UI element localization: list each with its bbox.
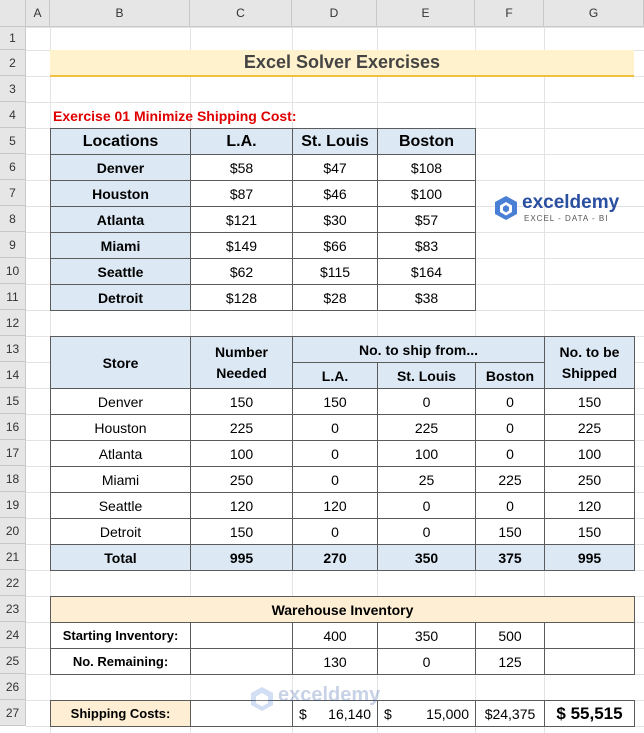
remaining-value[interactable]: 130 xyxy=(292,648,378,675)
cost-table-value[interactable]: $115 xyxy=(292,258,378,285)
row-header-20[interactable]: 20 xyxy=(0,518,26,544)
row-header-6[interactable]: 6 xyxy=(0,154,26,180)
watermark-icon xyxy=(250,686,274,712)
cost-table-value[interactable]: $164 xyxy=(377,258,476,285)
shipping-costs-label[interactable]: Shipping Costs: xyxy=(50,700,191,727)
cost-table-header[interactable]: St. Louis xyxy=(292,128,378,155)
cost-table-value[interactable]: $58 xyxy=(190,154,293,181)
column-header-b[interactable]: B xyxy=(50,0,190,27)
ship-total[interactable]: 375 xyxy=(475,544,545,571)
row-header-26[interactable]: 26 xyxy=(0,674,26,700)
row-header-7[interactable]: 7 xyxy=(0,180,26,206)
row-header-17[interactable]: 17 xyxy=(0,440,26,466)
ship-value[interactable]: 150 xyxy=(544,518,635,545)
ship-value[interactable]: 0 xyxy=(292,466,378,493)
cost-table-location[interactable]: Atlanta xyxy=(50,206,191,233)
logo-tagline: EXCEL - DATA - BI xyxy=(524,214,609,223)
ship-value[interactable]: 0 xyxy=(475,492,545,519)
ship-value[interactable]: 0 xyxy=(292,414,378,441)
ship-value[interactable]: 0 xyxy=(377,518,476,545)
currency-symbol: $ xyxy=(384,705,392,722)
cost-table-header[interactable]: Locations xyxy=(50,128,191,155)
cost-table-value[interactable]: $83 xyxy=(377,232,476,259)
row-header-21[interactable]: 21 xyxy=(0,544,26,570)
ship-value[interactable]: 0 xyxy=(292,440,378,467)
ship-value[interactable]: 150 xyxy=(190,518,293,545)
ship-store[interactable]: Houston xyxy=(50,414,191,441)
row-header-4[interactable]: 4 xyxy=(0,102,26,128)
cost-table-value[interactable]: $57 xyxy=(377,206,476,233)
sheet-title[interactable]: Excel Solver Exercises xyxy=(50,50,634,77)
ship-header-sub[interactable]: Boston xyxy=(475,362,545,389)
cost-table-value[interactable]: $149 xyxy=(190,232,293,259)
ship-total[interactable]: Total xyxy=(50,544,191,571)
cost-table-value[interactable]: $47 xyxy=(292,154,378,181)
exceldemy-logo xyxy=(494,192,624,226)
row-header-13[interactable]: 13 xyxy=(0,336,26,362)
row-header-18[interactable]: 18 xyxy=(0,466,26,492)
ship-header-needed[interactable]: Number Needed xyxy=(190,336,293,389)
row-header-10[interactable]: 10 xyxy=(0,258,26,284)
ship-value[interactable]: 0 xyxy=(292,518,378,545)
ship-header-ship-from[interactable]: No. to ship from... xyxy=(292,336,545,363)
ship-total[interactable]: 995 xyxy=(544,544,635,571)
currency-symbol: $ xyxy=(299,705,307,722)
row-header-23[interactable]: 23 xyxy=(0,596,26,622)
ship-store[interactable]: Denver xyxy=(50,388,191,415)
starting-label[interactable]: Starting Inventory: xyxy=(50,622,191,649)
cost-table-header[interactable]: L.A. xyxy=(190,128,293,155)
cost-table-value[interactable]: $128 xyxy=(190,284,293,311)
ship-value[interactable]: 250 xyxy=(190,466,293,493)
ship-store[interactable]: Seattle xyxy=(50,492,191,519)
remaining-empty[interactable] xyxy=(544,648,635,675)
ship-value[interactable]: 25 xyxy=(377,466,476,493)
ship-value[interactable]: 225 xyxy=(190,414,293,441)
cost-table-value[interactable]: $30 xyxy=(292,206,378,233)
ship-value[interactable]: 100 xyxy=(377,440,476,467)
cost-table-location[interactable]: Miami xyxy=(50,232,191,259)
ship-store[interactable]: Miami xyxy=(50,466,191,493)
starting-value[interactable]: 400 xyxy=(292,622,378,649)
ship-header-shipped[interactable]: No. to be Shipped xyxy=(544,336,635,389)
ship-value[interactable]: 225 xyxy=(475,466,545,493)
shipping-cost-total[interactable]: $ 55,515 xyxy=(544,700,635,727)
ship-value[interactable]: 0 xyxy=(377,492,476,519)
row-header-19[interactable]: 19 xyxy=(0,492,26,518)
ship-header-store[interactable]: Store xyxy=(50,336,191,389)
cost-table-value[interactable]: $46 xyxy=(292,180,378,207)
ship-value[interactable]: 225 xyxy=(544,414,635,441)
select-all-corner[interactable] xyxy=(0,0,26,27)
ship-value[interactable]: 0 xyxy=(475,414,545,441)
ship-total[interactable]: 270 xyxy=(292,544,378,571)
cost-table-value[interactable]: $62 xyxy=(190,258,293,285)
ship-value[interactable]: 0 xyxy=(475,440,545,467)
watermark-text: exceldemy xyxy=(278,684,381,706)
ship-header-sub[interactable]: St. Louis xyxy=(377,362,476,389)
cost-table-header[interactable]: Boston xyxy=(377,128,476,155)
cost-table-value[interactable]: $66 xyxy=(292,232,378,259)
row-header-27[interactable]: 27 xyxy=(0,700,26,726)
column-header-c[interactable]: C xyxy=(190,0,292,27)
row-header-22[interactable]: 22 xyxy=(0,570,26,596)
ship-value[interactable]: 150 xyxy=(544,388,635,415)
inventory-title[interactable]: Warehouse Inventory xyxy=(50,596,635,623)
ship-value[interactable]: 250 xyxy=(544,466,635,493)
column-header-d[interactable]: D xyxy=(292,0,377,27)
ship-value[interactable]: 150 xyxy=(190,388,293,415)
starting-empty[interactable] xyxy=(190,622,293,649)
row-header-24[interactable]: 24 xyxy=(0,622,26,648)
row-header-14[interactable]: 14 xyxy=(0,362,26,388)
cost-table-value[interactable]: $108 xyxy=(377,154,476,181)
cost-table-location[interactable]: Houston xyxy=(50,180,191,207)
row-header-2[interactable]: 2 xyxy=(0,50,26,76)
ship-value[interactable]: 0 xyxy=(475,388,545,415)
cost-table-value[interactable]: $100 xyxy=(377,180,476,207)
row-header-9[interactable]: 9 xyxy=(0,232,26,258)
column-header-e[interactable]: E xyxy=(377,0,475,27)
cost-table-value[interactable]: $38 xyxy=(377,284,476,311)
shipping-cost-la-value: 16,140 xyxy=(328,705,371,722)
shipping-cost-stlouis-value: 15,000 xyxy=(426,705,469,722)
gridline-h xyxy=(26,102,644,103)
ship-store[interactable]: Detroit xyxy=(50,518,191,545)
ship-store[interactable]: Atlanta xyxy=(50,440,191,467)
cost-table-value[interactable]: $87 xyxy=(190,180,293,207)
starting-empty[interactable] xyxy=(544,622,635,649)
column-header-f[interactable]: F xyxy=(475,0,544,27)
ship-value[interactable]: 100 xyxy=(190,440,293,467)
row-header-25[interactable]: 25 xyxy=(0,648,26,674)
exceldemy-watermark xyxy=(250,684,410,714)
row-header-5[interactable]: 5 xyxy=(0,128,26,154)
cost-table-value[interactable]: $121 xyxy=(190,206,293,233)
ship-value[interactable]: 150 xyxy=(292,388,378,415)
remaining-label[interactable]: No. Remaining: xyxy=(50,648,191,675)
starting-value[interactable]: 500 xyxy=(475,622,545,649)
ship-value[interactable]: 120 xyxy=(190,492,293,519)
ship-header-sub[interactable]: L.A. xyxy=(292,362,378,389)
row-header-1[interactable]: 1 xyxy=(0,27,26,50)
exceldemy-logo-icon xyxy=(494,195,518,221)
logo-name: exceldemy xyxy=(522,192,620,213)
cost-table-location[interactable]: Denver xyxy=(50,154,191,181)
exercise-label[interactable]: Exercise 01 Minimize Shipping Cost: xyxy=(53,108,297,124)
ship-value[interactable]: 225 xyxy=(377,414,476,441)
row-header-16[interactable]: 16 xyxy=(0,414,26,440)
ship-value[interactable]: 120 xyxy=(544,492,635,519)
row-header-8[interactable]: 8 xyxy=(0,206,26,232)
remaining-empty[interactable] xyxy=(190,648,293,675)
ship-value[interactable]: 0 xyxy=(377,388,476,415)
ship-value[interactable]: 150 xyxy=(475,518,545,545)
row-header-15[interactable]: 15 xyxy=(0,388,26,414)
ship-total[interactable]: 995 xyxy=(190,544,293,571)
row-header-3[interactable]: 3 xyxy=(0,76,26,102)
ship-value[interactable]: 120 xyxy=(292,492,378,519)
column-header-a[interactable]: A xyxy=(26,0,50,27)
remaining-value[interactable]: 0 xyxy=(377,648,476,675)
cost-table-location[interactable]: Detroit xyxy=(50,284,191,311)
cost-table-location[interactable]: Seattle xyxy=(50,258,191,285)
gridline-h xyxy=(26,27,644,28)
row-header-12[interactable]: 12 xyxy=(0,310,26,336)
ship-value[interactable]: 100 xyxy=(544,440,635,467)
shipping-cost-boston[interactable]: $24,375 xyxy=(475,700,545,727)
column-header-g[interactable]: G xyxy=(544,0,644,27)
row-header-11[interactable]: 11 xyxy=(0,284,26,310)
ship-total[interactable]: 350 xyxy=(377,544,476,571)
cost-table-value[interactable]: $28 xyxy=(292,284,378,311)
starting-value[interactable]: 350 xyxy=(377,622,476,649)
remaining-value[interactable]: 125 xyxy=(475,648,545,675)
